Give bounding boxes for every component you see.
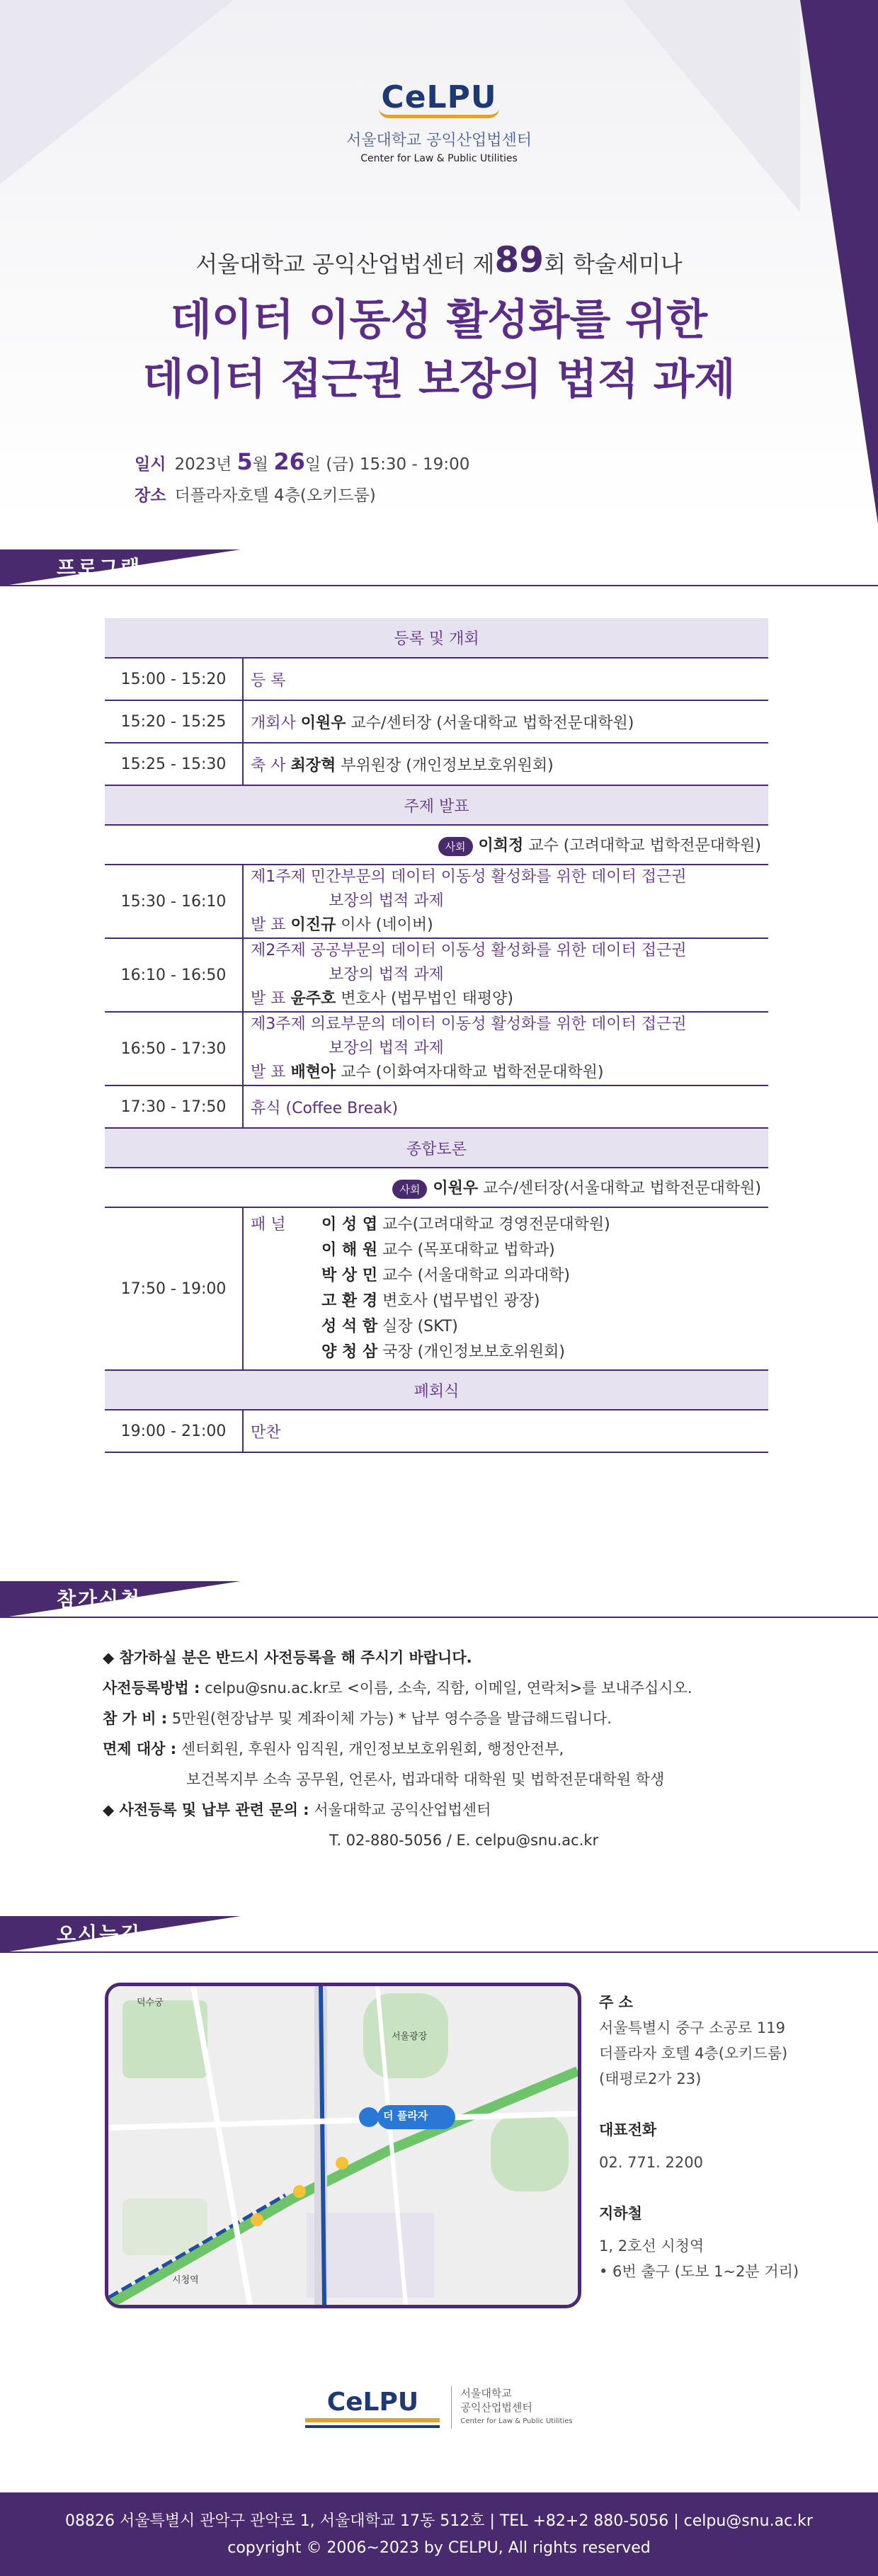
table-heading-topics — [105, 785, 768, 825]
time-cell: 15:30 - 16:10 — [105, 865, 243, 938]
program-table — [105, 618, 768, 1453]
role-label: 개회사 — [251, 714, 296, 732]
phone-heading: 대표전화 — [599, 2121, 657, 2138]
address-line-1: 서울특별시 중구 소공로 119 — [599, 2019, 785, 2036]
subway-line: 1, 2호선 시청역 — [599, 2238, 705, 2255]
panelist-affiliation: 변호사 (법무법인 광장) — [382, 1292, 540, 1310]
program-section-header — [0, 549, 241, 586]
table-heading-closing — [105, 1370, 768, 1410]
reg-label: 사전등록방법 : — [103, 1680, 200, 1697]
heading-discussion: 종합토론 — [105, 1128, 768, 1168]
main-title — [0, 290, 878, 409]
map-marker-label: 더 플라자 — [383, 2109, 428, 2122]
moderator-row — [105, 1168, 768, 1207]
apply-contact — [103, 1795, 692, 1825]
date-month-unit: 월 — [252, 455, 268, 474]
heading-closing: 폐회식 — [105, 1370, 768, 1410]
footer-copyright: copyright © 2006~2023 by CELPU, All rights reserved — [227, 2539, 651, 2557]
topic-cell — [243, 938, 768, 1012]
seminar-number: 89 — [494, 239, 545, 280]
role-label: 발 표 — [251, 916, 286, 934]
apply-free — [103, 1734, 692, 1765]
role-label: 축 사 — [251, 756, 286, 775]
location-info — [599, 1990, 799, 2284]
speaker-name: 이원우 — [300, 714, 346, 732]
place-label: 장소 — [135, 486, 166, 505]
section-title-location: 오시는길 — [57, 1922, 142, 1946]
footer-logo — [0, 2386, 878, 2429]
reg-value: celpu@snu.ac.kr로 <이름, 소속, 직함, 이메일, 연락처>를 보내주십시오. — [205, 1680, 692, 1697]
apply-reg — [103, 1673, 692, 1704]
logo-eng: Center for Law & Public Utilities — [360, 153, 518, 164]
moderator-cell — [105, 1168, 768, 1207]
moderator-affiliation: 교수 (고려대학교 법학전문대학원) — [528, 837, 761, 855]
speaker-name: 배현아 — [290, 1064, 336, 1081]
table-row — [105, 743, 768, 785]
speaker-affiliation: 이사 (네이버) — [341, 916, 433, 934]
presenter-line — [251, 987, 761, 1011]
panel-cell — [243, 1207, 768, 1370]
heading-registration: 등록 및 개회 — [105, 618, 768, 658]
fee-label: 참 가 비 : — [103, 1710, 168, 1727]
seminar-subtitle — [0, 239, 878, 280]
panelist-name: 박 상 민 — [321, 1267, 378, 1284]
panel-list — [321, 1212, 610, 1365]
topic-cell — [243, 1012, 768, 1085]
title-line-2: 데이터 접근권 보장의 법적 과제 — [142, 355, 736, 404]
speaker-name: 윤주호 — [290, 990, 336, 1008]
subtitle-suffix: 회 학술세미나 — [544, 251, 683, 278]
agenda-cell: 등 록 — [243, 658, 768, 700]
moderator-row — [105, 825, 768, 865]
contact-tel: T. 02-880-5056 / E. celpu@snu.ac.kr — [329, 1832, 599, 1849]
date-label: 일시 — [135, 455, 166, 474]
free-value-2: 보건복지부 소속 공무원, 언론사, 법과대학 대학원 및 법학전문대학원 학생 — [186, 1771, 665, 1788]
agenda-cell: 만찬 — [243, 1410, 768, 1452]
speaker-affiliation: 변호사 (법무법인 태평양) — [341, 990, 513, 1008]
footer-logo-eng: Center for Law & Public Utilities — [460, 2417, 573, 2425]
subway-heading: 지하철 — [599, 2205, 642, 2222]
table-row — [105, 938, 768, 1012]
moderator-affiliation: 교수/센터장(서울대학교 법학전문대학원) — [483, 1180, 761, 1198]
moderator-badge: 사회 — [438, 837, 473, 856]
panelist-name: 성 석 함 — [321, 1318, 378, 1335]
agenda-cell — [243, 700, 768, 743]
role-label: 발 표 — [251, 990, 286, 1008]
moderator-name: 이원우 — [433, 1180, 479, 1198]
panelist-name: 이 성 엽 — [321, 1216, 378, 1233]
section-divider — [0, 1951, 878, 1953]
location-map[interactable] — [105, 1983, 581, 2308]
footer-logo-mark: CeLPU — [326, 2387, 419, 2417]
heading-topics: 주제 발표 — [105, 785, 768, 825]
footer-logo-mark-wrap — [305, 2388, 440, 2428]
section-title-apply: 참가신청 — [57, 1588, 142, 1611]
map-label-plaza: 서울광장 — [392, 2031, 428, 2042]
date-rest: 일 (금) 15:30 - 19:00 — [304, 455, 470, 474]
time-cell: 19:00 - 21:00 — [105, 1410, 243, 1452]
subtitle-prefix: 서울대학교 공익산업법센터 제 — [195, 251, 495, 278]
speaker-affiliation: 교수 (이화여자대학교 법학전문대학원) — [341, 1064, 604, 1081]
role-label: 발 표 — [251, 1064, 286, 1081]
panel-label: 패 널 — [251, 1216, 286, 1233]
time-cell: 16:50 - 17:30 — [105, 1012, 243, 1085]
table-row — [105, 865, 768, 938]
free-label: 면제 대상 : — [103, 1740, 177, 1757]
footer-logo-text — [451, 2386, 572, 2429]
date-day: 26 — [273, 448, 305, 475]
panel-member — [321, 1314, 610, 1340]
apply-fee — [103, 1704, 692, 1734]
table-row — [105, 658, 768, 700]
topic-title: 제1주제 민간부문의 데이터 이동성 활성화를 위한 데이터 접근권 — [251, 868, 687, 886]
table-row — [105, 1012, 768, 1085]
time-cell: 15:00 - 15:20 — [105, 658, 243, 700]
speaker-name: 최장혁 — [290, 756, 336, 775]
hero-banner — [0, 0, 878, 524]
logo-kor: 서울대학교 공익산업법센터 — [346, 132, 532, 149]
apply-section-header — [0, 1581, 241, 1618]
time-cell: 15:20 - 15:25 — [105, 700, 243, 743]
address-line-3: (태평로2가 23) — [599, 2070, 702, 2087]
footer-logo-kor1: 서울대학교 — [460, 2387, 512, 2400]
footer — [0, 2492, 878, 2576]
topic-title: 제3주제 의료부문의 데이터 이동성 활성화를 위한 데이터 접근권 — [251, 1015, 687, 1033]
panel-member — [321, 1212, 610, 1238]
phone-value: 02. 771. 2200 — [599, 2154, 703, 2171]
contact-label: ◆ 사전등록 및 납부 관련 문의 : — [103, 1801, 309, 1818]
topic-title: 제2주제 공공부문의 데이터 이동성 활성화를 위한 데이터 접근권 — [251, 942, 687, 959]
date-row — [135, 446, 469, 480]
footer-logo-kor2: 공익산업법센터 — [460, 2401, 532, 2414]
table-row — [105, 1207, 768, 1370]
footer-logo-bar-2 — [305, 2425, 440, 2428]
footer-logo-bar — [305, 2418, 440, 2422]
speaker-name: 이진규 — [290, 916, 336, 934]
panel-member — [321, 1238, 610, 1263]
panelist-name: 양 청 삼 — [321, 1343, 378, 1361]
panelist-affiliation: 교수 (목포대학교 법학과) — [382, 1241, 555, 1259]
panel-block — [251, 1212, 761, 1365]
logo-mark: CeLPU — [381, 79, 497, 115]
celpu-logo — [0, 79, 878, 164]
apply-note-text: ◆ 참가하실 분은 반드시 사전등록을 해 주시기 바랍니다. — [103, 1649, 472, 1666]
topic-title-cont: 보장의 법적 과제 — [329, 1039, 444, 1057]
section-divider — [0, 1617, 878, 1618]
agenda-cell — [243, 743, 768, 785]
event-info — [135, 446, 469, 511]
address-line-2: 더플라자 호텔 4층(오키드룸) — [599, 2045, 788, 2062]
map-graphic — [108, 1986, 578, 2305]
free-value-1: 센터회원, 후원사 임직원, 개인정보보호위원회, 행정안전부, — [181, 1740, 564, 1757]
map-label-palace: 덕수궁 — [137, 1997, 164, 2008]
panelist-affiliation: 국장 (개인정보보호위원회) — [382, 1343, 566, 1361]
subway-exit: • 6번 출구 (도보 1~2분 거리) — [599, 2263, 799, 2280]
topic-title-cont: 보장의 법적 과제 — [329, 892, 444, 910]
moderator-name: 이희정 — [478, 837, 524, 855]
table-row — [105, 1085, 768, 1128]
topic-cell — [243, 865, 768, 938]
time-cell: 15:25 - 15:30 — [105, 743, 243, 785]
presenter-line — [251, 1061, 761, 1085]
time-cell: 17:30 - 17:50 — [105, 1085, 243, 1128]
panel-member — [321, 1289, 610, 1314]
location-section-header — [0, 1916, 241, 1953]
title-line-1: 데이터 이동성 활성화를 위한 — [170, 295, 708, 345]
table-row — [105, 700, 768, 743]
date-month: 5 — [236, 448, 253, 475]
section-title-program: 프로그램 — [57, 556, 142, 579]
panelist-affiliation: 교수(고려대학교 경영전문대학원) — [382, 1216, 610, 1233]
speaker-affiliation: 부위원장 (개인정보보호위원회) — [341, 756, 554, 775]
panelist-affiliation: 교수 (서울대학교 의과대학) — [382, 1267, 571, 1284]
table-heading-discussion — [105, 1128, 768, 1168]
table-row — [105, 1410, 768, 1452]
speaker-affiliation: 교수/센터장 (서울대학교 법학전문대학원) — [350, 714, 634, 732]
apply-info — [103, 1643, 692, 1856]
panelist-name: 이 해 원 — [321, 1241, 378, 1259]
moderator-badge: 사회 — [392, 1180, 427, 1199]
map-label-station: 시청역 — [172, 2275, 199, 2286]
footer-logo-inner — [305, 2386, 572, 2429]
presenter-line — [251, 913, 761, 937]
topic-title-cont: 보장의 법적 과제 — [329, 966, 444, 984]
time-cell: 16:10 - 16:50 — [105, 938, 243, 1012]
moderator-cell — [105, 825, 768, 865]
fee-value: 5만원(현장납부 및 계좌이체 가능) * 납부 영수증을 발급해드립니다. — [171, 1710, 612, 1727]
panelist-affiliation: 실장 (SKT) — [382, 1318, 458, 1335]
footer-address: 08826 서울특별시 관악구 관악로 1, 서울대학교 17동 512호 | TEL +82+2 880-5056 | celpu@snu.ac.kr — [65, 2512, 813, 2530]
place-value: 더플라자호텔 4층(오키드룸) — [174, 486, 376, 505]
time-cell: 17:50 - 19:00 — [105, 1207, 243, 1370]
address-heading: 주 소 — [599, 1994, 633, 2011]
date-year: 2023년 — [174, 455, 232, 474]
place-row — [135, 480, 469, 511]
agenda-cell: 휴식 (Coffee Break) — [243, 1085, 768, 1128]
table-heading-registration — [105, 618, 768, 658]
panel-member — [321, 1263, 610, 1289]
panel-member — [321, 1340, 610, 1365]
panelist-name: 고 환 경 — [321, 1292, 378, 1310]
section-divider — [0, 585, 878, 586]
apply-note — [103, 1643, 692, 1673]
contact-value: 서울대학교 공익산업법센터 — [314, 1801, 491, 1818]
